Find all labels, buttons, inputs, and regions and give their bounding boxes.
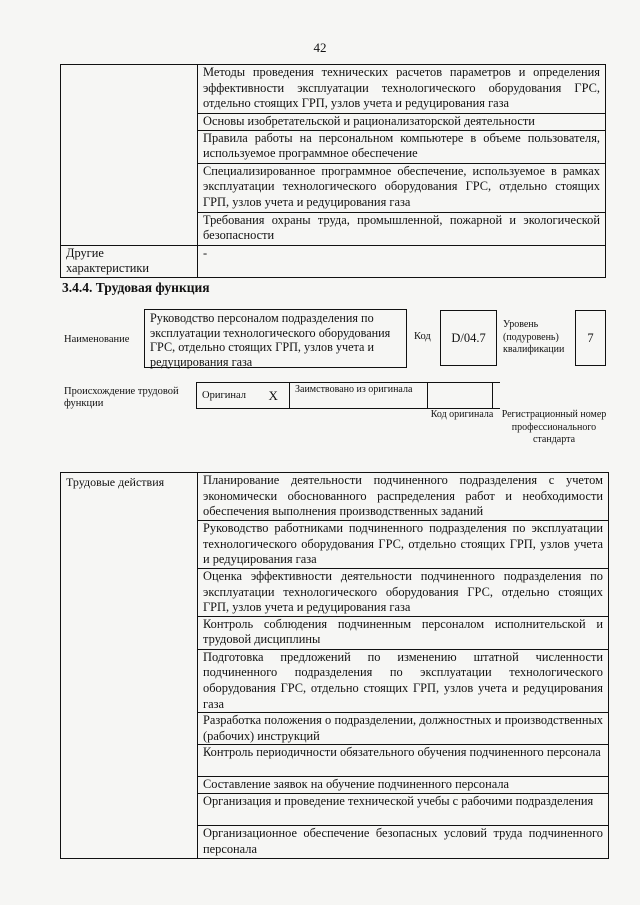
knowledge-table xyxy=(60,64,606,278)
knowledge-label-cell xyxy=(61,65,198,246)
level-label: Уровень (подуровень) квалификации xyxy=(503,319,565,355)
registration-number-caption: Регистрационный номер профессионального стандарта xyxy=(501,409,607,445)
labor-action-item: Контроль соблюдения подчиненным персоналом исполнительской и трудовой дисциплины xyxy=(198,616,609,649)
original-label: Оригинал xyxy=(197,383,258,409)
section-title: 3.4.4. Трудовая функция xyxy=(62,280,210,295)
code-original-caption: Код оригинала xyxy=(430,409,494,420)
original-code-cell xyxy=(428,383,493,409)
labor-action-item: Подготовка предложений по изменению штатной численности подчиненного подразделения по эксплуатации технологического оборудования ГРС, отдельно стоящих ГРП, узлов учета и редуцирования газа xyxy=(198,649,609,712)
other-characteristics-value: - xyxy=(198,245,606,277)
function-name-box: Руководство персоналом подразделения по эксплуатации технологического оборудования ГРС, отдельно стоящих ГРП, узлов учета и редуцирования газа xyxy=(144,309,407,368)
name-label: Наименование xyxy=(64,334,130,345)
labor-action-item: Разработка положения о подразделении, должностных и производственных (рабочих) инструкций xyxy=(198,713,609,745)
labor-action-item: Контроль периодичности обязательного обучения подчиненного персонала xyxy=(198,745,609,777)
origin-table xyxy=(196,382,500,409)
labor-action-item: Составление заявок на обучение подчиненного персонала xyxy=(198,777,609,794)
knowledge-item: Основы изобретательской и рационализаторской деятельности xyxy=(198,114,606,131)
page-number: 42 xyxy=(313,40,327,55)
code-label: Код xyxy=(414,331,431,342)
labor-action-item: Оценка эффективности деятельности подчиненного подразделения по эксплуатации технологического оборудования ГРС, отдельно стоящих ГРП, узлов учета и редуцирования газа xyxy=(198,569,609,617)
labor-actions-table xyxy=(60,472,609,859)
original-mark: X xyxy=(258,383,290,409)
other-characteristics-label: Другие характеристики xyxy=(61,245,198,277)
labor-action-item: Планирование деятельности подчиненного подразделения с учетом экономически обоснованного распределения работ и необходимости обеспечения выполнения производственных заданий xyxy=(198,473,609,521)
labor-action-item: Организационное обеспечение безопасных условий труда подчиненного персонала xyxy=(198,826,609,858)
labor-action-item: Организация и проведение технической учебы с рабочими подразделения xyxy=(198,794,609,826)
knowledge-item: Требования охраны труда, промышленной, пожарной и экологической безопасности xyxy=(198,212,606,245)
knowledge-item: Специализированное программное обеспечение, используемое в рамках эксплуатации технологического оборудования ГРС, отдельно стоящих ГРП, узлов учета и редуцирования газа xyxy=(198,163,606,212)
labor-actions-label: Трудовые действия xyxy=(61,473,198,859)
registration-number-cell xyxy=(493,383,500,409)
knowledge-item: Правила работы на персональном компьютере в объеме пользователя, используемое программное обеспечение xyxy=(198,130,606,163)
labor-action-item: Руководство работниками подчиненного подразделения по эксплуатации технологического оборудования ГРС, отдельно стоящих ГРП, узлов учета и редуцирования газа xyxy=(198,521,609,569)
origin-label: Происхождение трудовой функции xyxy=(64,386,179,409)
borrowed-label: Заимствовано из оригинала xyxy=(290,383,428,409)
level-value-box: 7 xyxy=(575,310,606,366)
code-value-box: D/04.7 xyxy=(440,310,497,366)
knowledge-item: Методы проведения технических расчетов параметров и определения эффективности эксплуатации технологического оборудования ГРС, отдельно стоящих ГРП, узлов учета и редуцирования газа xyxy=(198,65,606,114)
